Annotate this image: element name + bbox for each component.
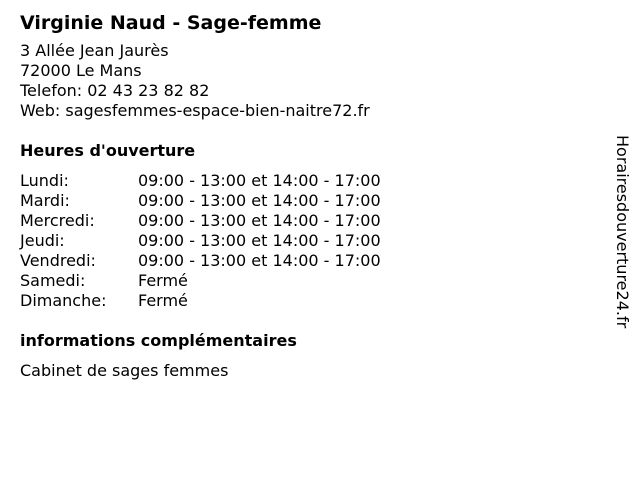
website: Web: sagesfemmes-espace-bien-naitre72.fr	[20, 101, 370, 120]
hours-row-mardi	[20, 191, 580, 211]
day-label: Dimanche:	[20, 291, 107, 310]
city-address: 72000 Le Mans	[20, 61, 142, 80]
business-title: Virginie Naud - Sage-femme	[20, 12, 322, 34]
additional-info-heading: informations complémentaires	[20, 331, 297, 350]
day-label: Vendredi:	[20, 251, 96, 270]
hours-row-jeudi	[20, 231, 580, 251]
hours-row-lundi	[20, 171, 580, 191]
street-address: 3 Allée Jean Jaurès	[20, 41, 169, 60]
day-label: Lundi:	[20, 171, 69, 190]
hours-row-dimanche	[20, 291, 580, 311]
site-watermark: Horairesdouverture24.fr	[613, 135, 632, 329]
day-label: Mardi:	[20, 191, 70, 210]
hours-row-mercredi	[20, 211, 580, 231]
day-hours: 09:00 - 13:00 et 14:00 - 17:00	[138, 251, 381, 270]
address-block	[20, 41, 580, 121]
day-hours: 09:00 - 13:00 et 14:00 - 17:00	[138, 231, 381, 250]
day-hours: Fermé	[138, 291, 188, 310]
business-card	[20, 10, 580, 381]
opening-hours-heading: Heures d'ouverture	[20, 141, 196, 160]
day-hours: 09:00 - 13:00 et 14:00 - 17:00	[138, 211, 381, 230]
hours-row-samedi	[20, 271, 580, 291]
additional-info-text: Cabinet de sages femmes	[20, 361, 229, 380]
phone-number: Telefon: 02 43 23 82 82	[20, 81, 210, 100]
day-label: Mercredi:	[20, 211, 95, 230]
opening-hours-list	[20, 171, 580, 311]
day-label: Samedi:	[20, 271, 86, 290]
day-label: Jeudi:	[20, 231, 65, 250]
day-hours: 09:00 - 13:00 et 14:00 - 17:00	[138, 191, 381, 210]
day-hours: 09:00 - 13:00 et 14:00 - 17:00	[138, 171, 381, 190]
day-hours: Fermé	[138, 271, 188, 290]
hours-row-vendredi	[20, 251, 580, 271]
